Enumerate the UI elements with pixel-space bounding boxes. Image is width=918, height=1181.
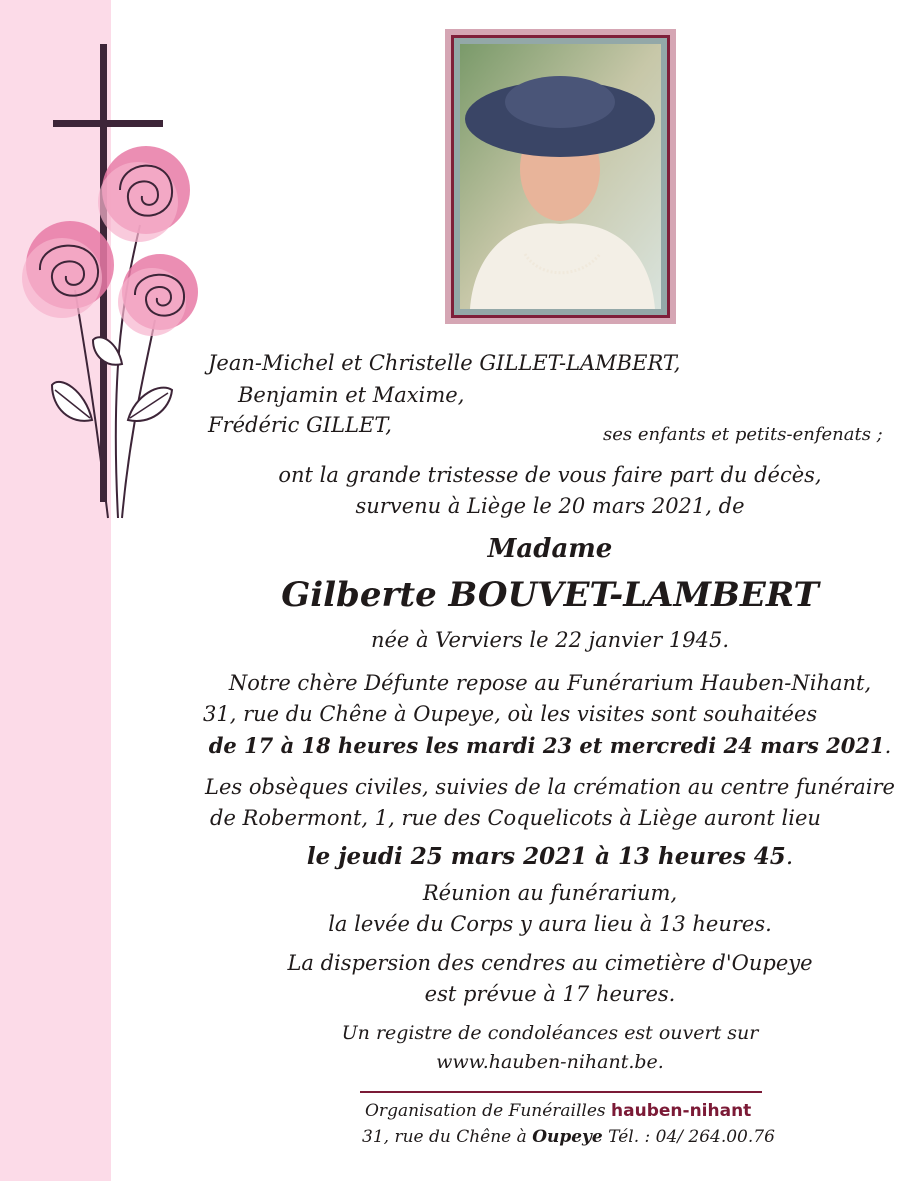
family-relation: ses enfants et petits-enfenats ; bbox=[603, 424, 883, 445]
leaf-icon bbox=[52, 337, 172, 421]
family-line-1: Jean-Michel et Christelle GILLET-LAMBERT, bbox=[208, 351, 681, 375]
roses-and-cross-decoration bbox=[0, 30, 220, 530]
portrait-frame bbox=[445, 29, 676, 324]
condolences-link[interactable]: www.hauben-nihant.be. bbox=[436, 1051, 664, 1073]
family-line-3: Frédéric GILLET, bbox=[208, 413, 392, 437]
footer-town: Oupeye bbox=[532, 1127, 603, 1147]
deceased-birth: née à Verviers le 22 janvier 1945. bbox=[370, 628, 730, 652]
deceased-title: Madame bbox=[487, 534, 613, 564]
visitation-line-2: 31, rue du Chêne à Oupeye, où les visites sont souhaitées bbox=[203, 702, 818, 726]
funeral-line-3: Réunion au funérarium, bbox=[422, 881, 678, 905]
visitation-line-1: Notre chère Défunte repose au Funérarium Hauben-Nihant, bbox=[228, 671, 872, 695]
brand-logo: hauben-nihant bbox=[611, 1101, 752, 1121]
funeral-period: . bbox=[785, 844, 794, 870]
announcement-line-1: ont la grande tristesse de vous faire part du décès, bbox=[278, 463, 822, 487]
visitation-times: de 17 à 18 heures les mardi 23 et mercredi 24 mars 2021 bbox=[208, 733, 885, 758]
footer-address: 31, rue du Chêne à bbox=[362, 1127, 527, 1147]
dispersion-line-1: La dispersion des cendres au cimetière d'Oupeye bbox=[287, 951, 813, 975]
condolences-line-1: Un registre de condoléances est ouvert sur bbox=[341, 1022, 759, 1044]
portrait-photo bbox=[460, 44, 661, 309]
announcement-line-2: survenu à Liège le 20 mars 2021, de bbox=[355, 494, 745, 518]
visitation-times-line bbox=[180, 733, 918, 759]
footer-address-line bbox=[362, 1126, 775, 1148]
footer-tel: Tél. : 04/ 264.00.76 bbox=[608, 1127, 775, 1147]
footer-org-line bbox=[365, 1100, 751, 1122]
deceased-name: Gilberte BOUVET-LAMBERT bbox=[281, 575, 819, 615]
footer-divider bbox=[360, 1091, 762, 1093]
family-line-2: Benjamin et Maxime, bbox=[238, 383, 465, 407]
rose-icon bbox=[98, 146, 190, 242]
funeral-date-line bbox=[180, 843, 918, 871]
funeral-date: le jeudi 25 mars 2021 à 13 heures 45 bbox=[306, 843, 786, 870]
funeral-line-1: Les obsèques civiles, suivies de la crémation au centre funéraire bbox=[205, 775, 895, 799]
visitation-period: . bbox=[884, 734, 892, 758]
rose-icon bbox=[118, 254, 198, 336]
footer-org-label: Organisation de Funérailles bbox=[365, 1101, 606, 1121]
funeral-line-4: la levée du Corps y aura lieu à 13 heures. bbox=[328, 912, 772, 936]
funeral-line-2: de Robermont, 1, rue des Coquelicots à Liège auront lieu bbox=[210, 806, 821, 830]
dispersion-line-2: est prévue à 17 heures. bbox=[424, 982, 676, 1006]
